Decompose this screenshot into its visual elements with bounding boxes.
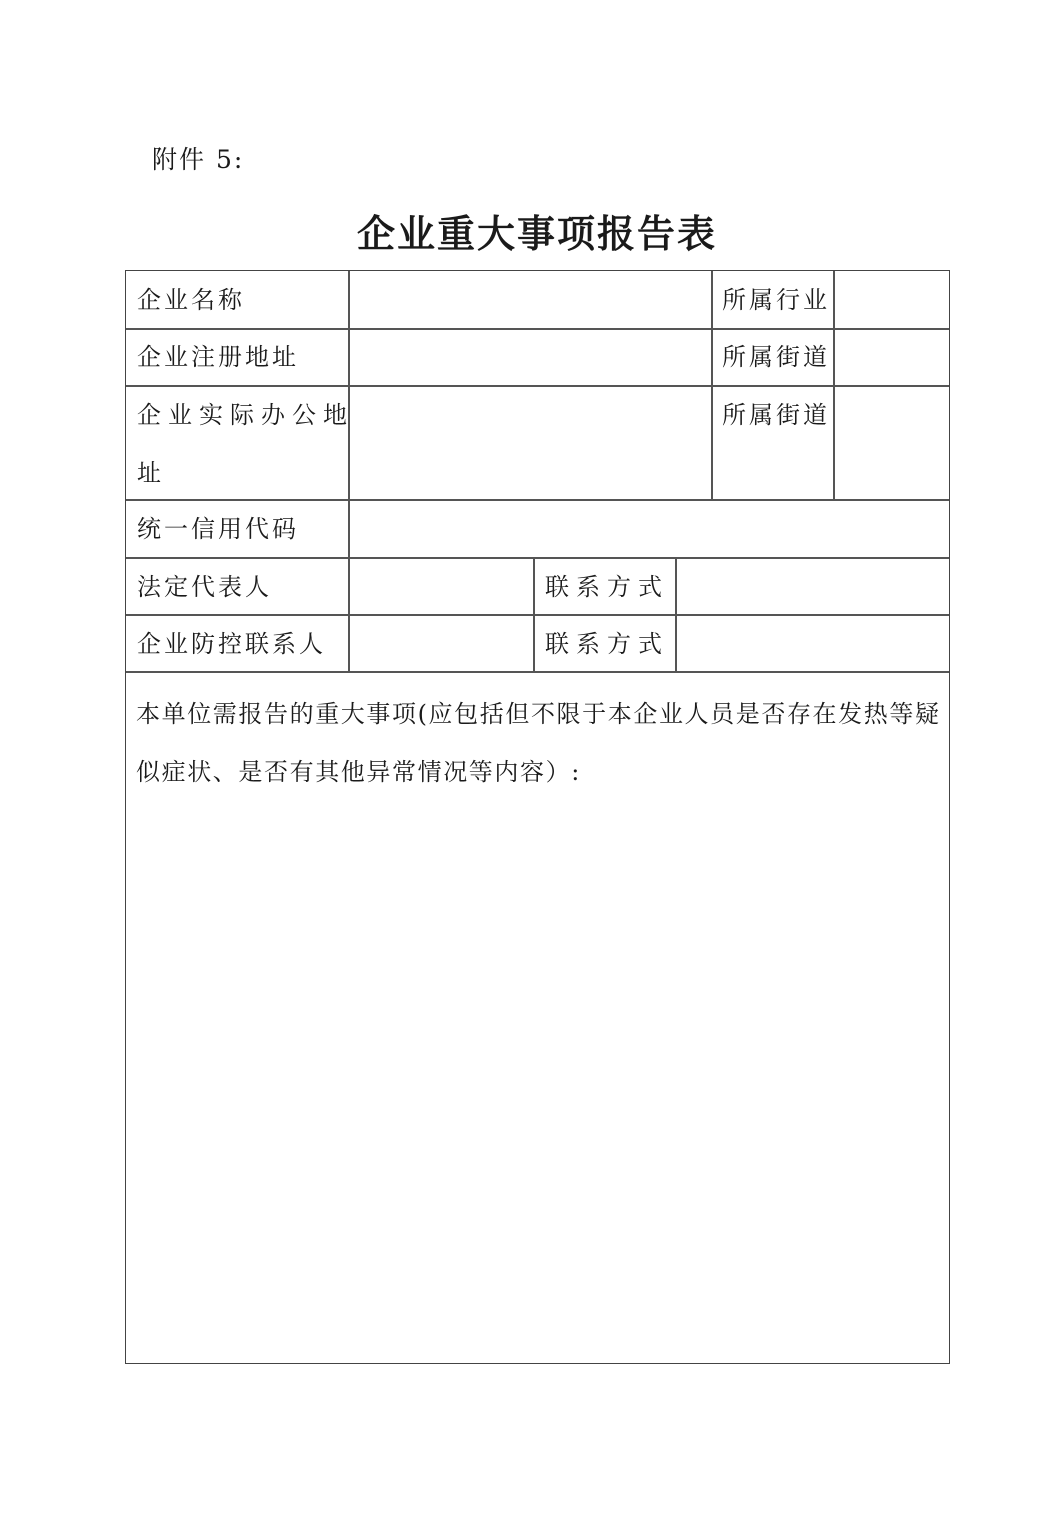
credit-code-label: 统一信用代码 [137,515,299,543]
legal-rep-field[interactable] [350,558,532,613]
legal-rep-contact-field[interactable] [677,558,948,613]
registered-street-field[interactable] [835,329,948,384]
office-street-field[interactable] [835,386,948,498]
major-events-prompt [136,685,942,801]
legal-rep-contact-label: 联系方式 [545,573,669,601]
office-street-label: 所属街道 [722,401,830,429]
registered-address-label: 企业注册地址 [137,343,299,371]
column-divider [533,557,535,671]
legal-rep-label: 法定代表人 [137,573,272,601]
prevention-contact-method-label: 联系方式 [545,630,669,658]
column-divider [711,271,713,499]
prevention-contact-method-field[interactable] [677,615,948,670]
prevention-contact-label: 企业防控联系人 [137,630,326,658]
industry-label: 所属行业 [722,286,830,314]
company-name-label: 企业名称 [137,286,245,314]
major-events-field[interactable] [128,801,947,1361]
office-address-label-line1: 企业实际办公地 [137,401,354,429]
office-address-label-line2: 址 [137,459,164,487]
major-events-prompt-line1: 本单位需报告的重大事项(应包括但不限于本企业人员是否存在发热等疑 [136,700,941,728]
page-title: 企业重大事项报告表 [356,212,717,256]
attachment-label: 附件 5: [152,145,245,174]
major-events-prompt-line2: 似症状、是否有其他异常情况等内容）: [136,758,581,786]
prevention-contact-field[interactable] [350,615,532,670]
report-form [125,270,950,1364]
office-address-field[interactable] [350,386,710,498]
company-name-field[interactable] [350,271,710,327]
credit-code-field[interactable] [350,500,948,556]
registered-street-label: 所属街道 [722,343,830,371]
row-divider [126,671,949,673]
registered-address-field[interactable] [350,329,710,384]
industry-field[interactable] [835,271,948,327]
